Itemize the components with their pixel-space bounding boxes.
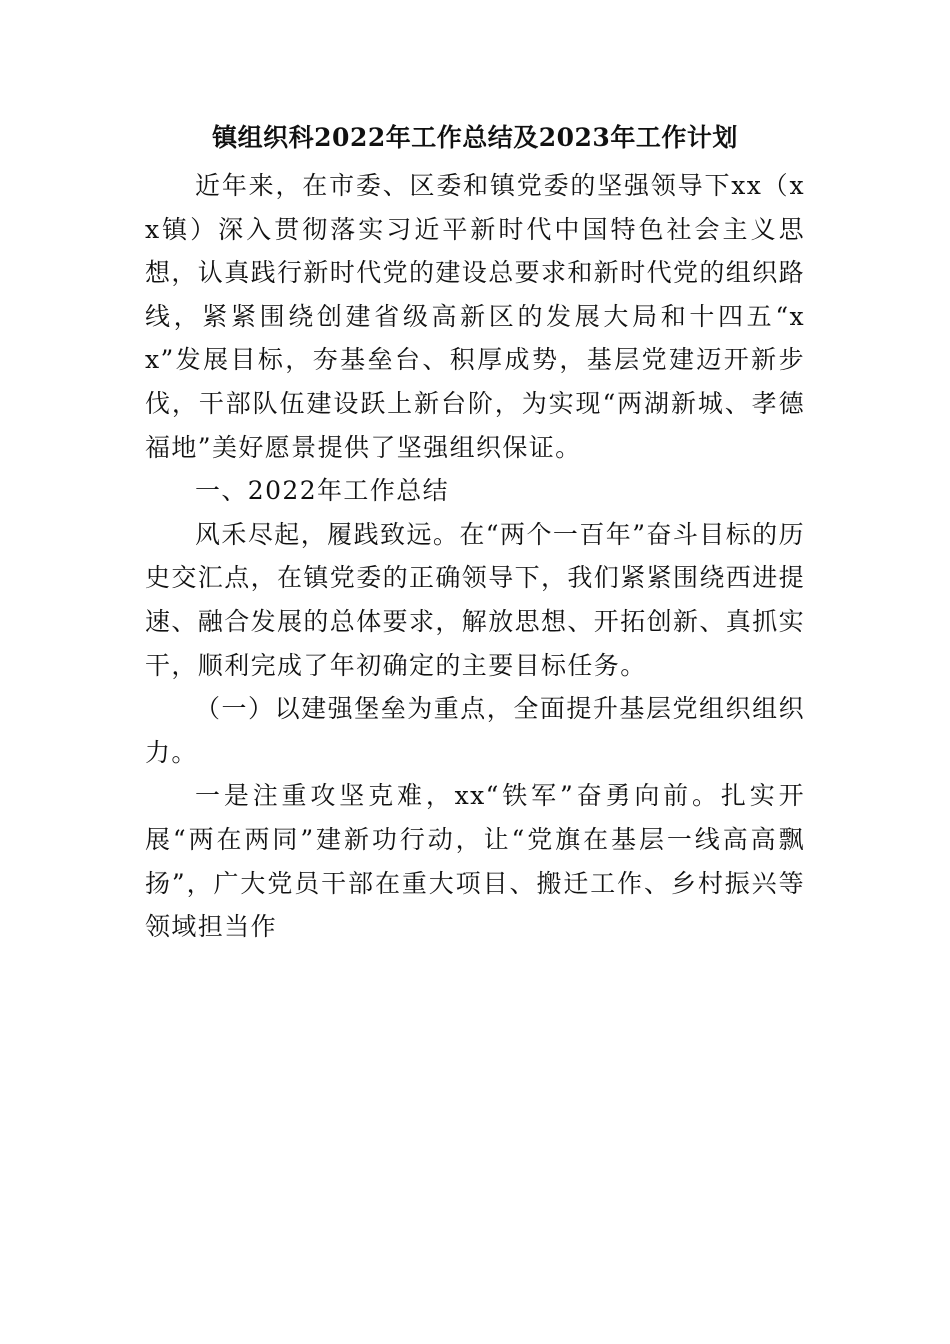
subsection-paragraph: 一是注重攻坚克难，xx“铁军”奋勇向前。扎实开展“两在两同”建新功行动，让“党旗在基层一线高高飘扬”，广大党员干部在重大项目、搬迁工作、乡村振兴等领域担当作 [145,781,805,942]
intro-paragraph: 近年来，在市委、区委和镇党委的坚强领导下xx（xx镇）深入贯彻落实习近平新时代中国特色社会主义思想，认真践行新时代党的建设总要求和新时代党的组织路线，紧紧围绕创建省级高新区的发展大局和十四五“xx”发展目标，夯基垒台、积厚成势，基层党建迈开新步伐，干部队伍建设跃上新台阶，为实现“两湖新城、孝德福地”美好愿景提供了坚强组织保证。 [145,171,806,462]
document-title: 镇组织科2022年工作总结及2023年工作计划 [212,123,738,152]
subsection-heading-organization: （一）以建强堡垒为重点，全面提升基层党组织组织力。 [145,694,805,767]
document-body [145,118,805,949]
summary-paragraph: 风禾尽起，履践致远。在“两个一百年”奋斗目标的历史交汇点，在镇党委的正确领导下，我们紧紧围绕西进提速、融合发展的总体要求，解放思想、开拓创新、真抓实干，顺利完成了年初确定的主要目标任务。 [145,519,806,680]
section-heading-summary: 一、2022年工作总结 [195,476,450,506]
